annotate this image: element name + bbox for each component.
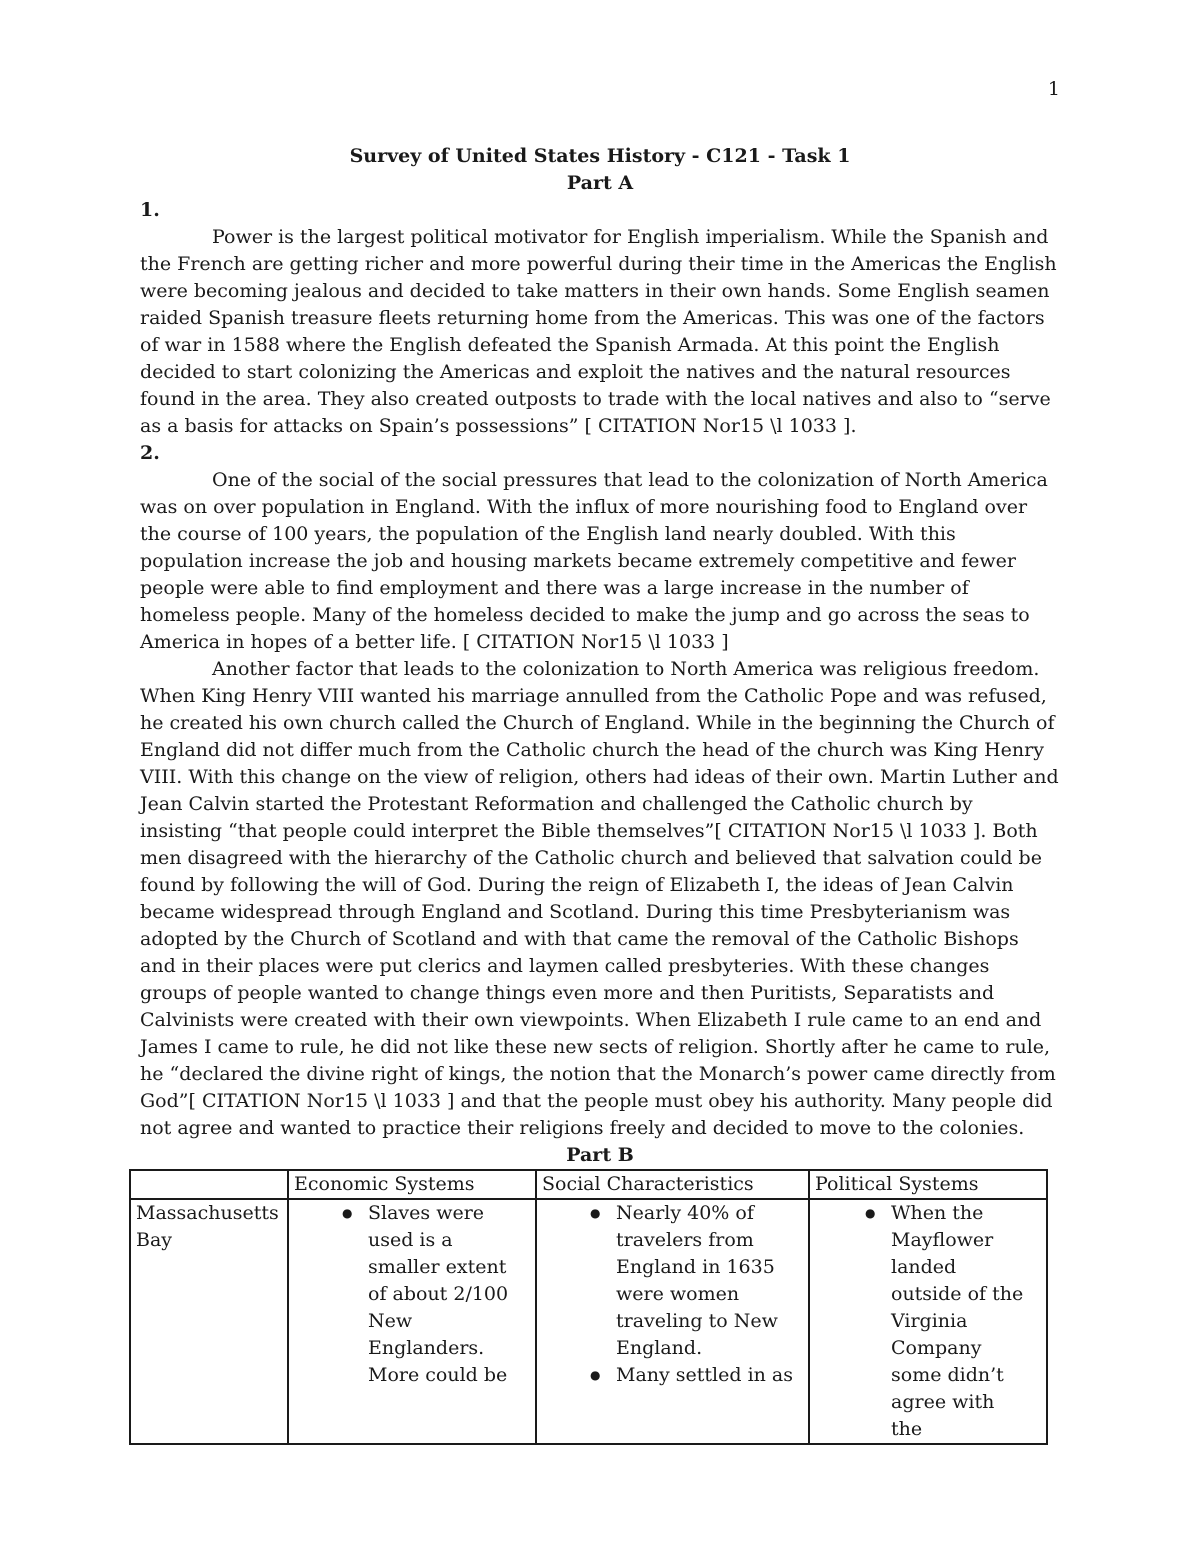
part-a-heading: Part A bbox=[566, 172, 634, 194]
political-list bbox=[815, 1200, 1041, 1443]
list-item: ● Nearly 40% of travelers from England in 1635 were women traveling to New England. bbox=[616, 1200, 793, 1362]
page-number: 1 bbox=[1047, 78, 1060, 100]
list-item: ● Many settled in as bbox=[616, 1362, 793, 1389]
list-item: ● When the Mayflower landed outside of the Virginia Company some didn’t agree with the bbox=[891, 1200, 1031, 1443]
table-header-cell: Social Characteristics bbox=[536, 1170, 809, 1199]
comparison-table bbox=[129, 1169, 1048, 1445]
economic-systems-cell bbox=[288, 1199, 536, 1444]
question-1-paragraph: Power is the largest political motivator for English imperialism. While the Spanish and the French are getting richer and more powerful during their time in the Americas the English were becoming jealous and decided to take matters in their own hands. Some English seamen raided Spanish treasure fleets returning home from the Americas. This was one of the factors of war in 1588 where the English defeated the Spanish Armada. At this point the English decided to start colonizing the Americas and exploit the natives and the natural resources found in the area. They also created outposts to trade with the local natives and also to “serve as a basis for attacks on Spain’s possessions” [ CITATION Nor15 \l 1033 ]. bbox=[140, 226, 1057, 437]
question-2-paragraph-2: Another factor that leads to the colonization to North America was religious freedom. When King Henry VIII wanted his marriage annulled from the Catholic Pope and was refused, he created his own church called the Church of England. While in the beginning the Church of England did not differ much from the Catholic church the head of the church was King Henry VIII. With this change on the view of religion, others had ideas of their own. Martin Luther and Jean Calvin started the Protestant Reformation and challenged the Catholic church by insisting “that people could interpret the Bible themselves”[ CITATION Nor15 \l 1033 ]. Both men disagreed with the hierarchy of the Catholic church and believed that salvation could be found by following the will of God. During the reign of Elizabeth I, the ideas of Jean Calvin became widespread through England and Scotland. During this time Presbyterianism was adopted by the Church of Scotland and with that came the removal of the Catholic Bishops and in their places were put clerics and laymen called presbyteries. With these changes groups of people wanted to change things even more and then Puritists, Separatists and Calvinists were created with their own viewpoints. When Elizabeth I rule came to an end and James I came to rule, he did not like these new sects of religion. Shortly after he came to rule, he “declared the divine right of kings, the notion that the Monarch’s power came directly from God”[ CITATION Nor15 \l 1033 ] and that the people must obey his authority. Many people did not agree and wanted to practice their religions freely and decided to move to the colonies. bbox=[140, 658, 1059, 1139]
question-2-label: 2. bbox=[140, 442, 160, 464]
row-label-cell: Massachusetts Bay bbox=[130, 1199, 288, 1444]
part-b-heading: Part B bbox=[566, 1144, 634, 1166]
political-systems-cell bbox=[809, 1199, 1047, 1444]
document-title: Survey of United States History - C121 - Task 1 bbox=[349, 145, 851, 167]
table-header-cell: Political Systems bbox=[809, 1170, 1047, 1199]
social-list bbox=[542, 1200, 803, 1389]
question-2-paragraph-1: One of the social of the social pressures that lead to the colonization of North America was on over population in England. With the influx of more nourishing food to England over the course of 100 years, the population of the English land nearly doubled. With this population increase the job and housing markets became extremely competitive and fewer people were able to find employment and there was a large increase in the number of homeless people. Many of the homeless decided to make the jump and go across the seas to America in hopes of a better life. [ CITATION Nor15 \l 1033 ] bbox=[140, 469, 1048, 653]
document-body bbox=[136, 143, 1060, 1445]
table-header-cell bbox=[130, 1170, 288, 1199]
table-row bbox=[130, 1199, 1047, 1444]
social-characteristics-cell bbox=[536, 1199, 809, 1444]
question-1-label: 1. bbox=[140, 199, 160, 221]
table-header-cell: Economic Systems bbox=[288, 1170, 536, 1199]
list-item: ● Slaves were used is a smaller extent of about 2/100 New Englanders. More could be bbox=[368, 1200, 510, 1389]
table-header-row bbox=[130, 1170, 1047, 1199]
economic-list bbox=[294, 1200, 530, 1389]
